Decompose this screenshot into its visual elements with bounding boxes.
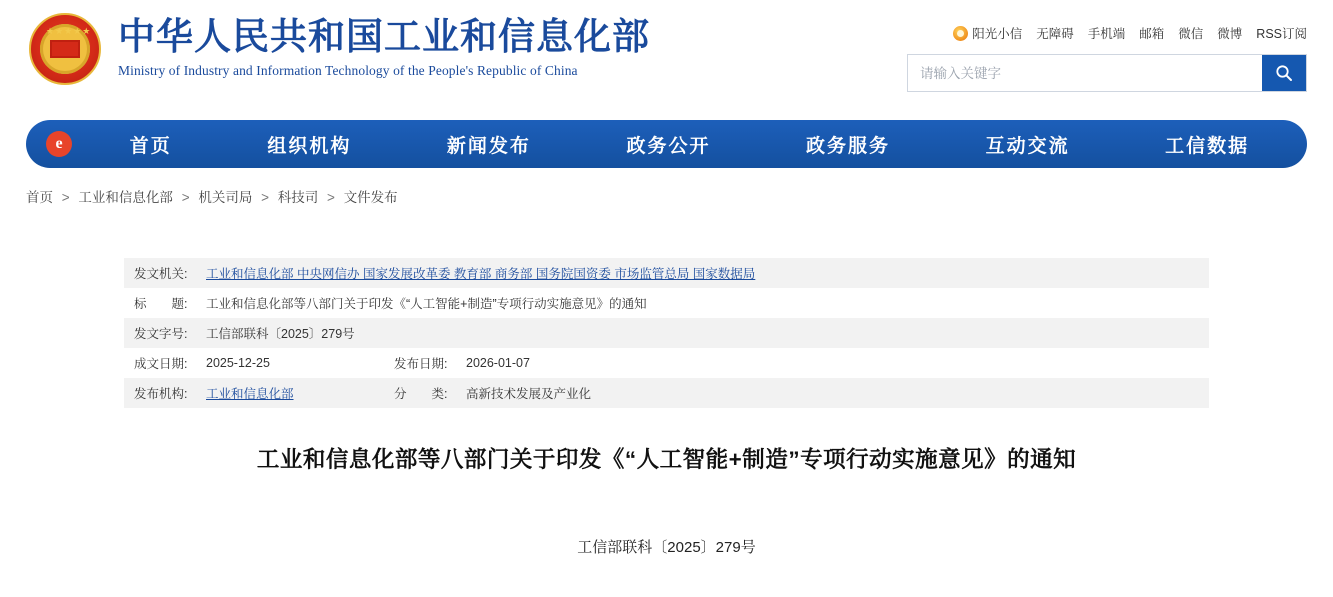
nav-logo-icon[interactable]	[36, 131, 82, 157]
meta-col-publisher	[134, 384, 394, 402]
meta-col-publish-date	[394, 354, 530, 372]
site-titles	[118, 19, 650, 78]
top-links	[907, 24, 1307, 42]
main-nav	[26, 120, 1307, 168]
top-link-weibo[interactable]: 微博	[1217, 27, 1243, 41]
breadcrumb-separator: >	[327, 190, 335, 205]
nav-item-government-services[interactable]: 政务服务	[806, 135, 891, 157]
breadcrumb-separator: >	[181, 190, 190, 205]
breadcrumb	[26, 186, 1307, 206]
meta-col-completion-date	[134, 354, 394, 372]
nav-item-interaction[interactable]: 互动交流	[985, 135, 1070, 157]
meta-value-publish-date: 2026-01-07	[466, 356, 530, 370]
breadcrumb-separator: >	[261, 190, 269, 205]
header-right	[907, 10, 1307, 92]
meta-value-issuing-agency[interactable]: 工业和信息化部 中央网信办 国家发展改革委 教育部 商务部 国务院国资委 市场监管总局 国家数据局	[206, 267, 756, 281]
meta-value-completion-date: 2025-12-25	[206, 356, 270, 370]
document-number: 工信部联科〔2025〕279号	[577, 539, 756, 556]
nav-item-government-affairs[interactable]: 政务公开	[626, 135, 711, 157]
search-bar	[907, 54, 1307, 92]
top-link-label[interactable]: 阳光小信	[972, 27, 1023, 41]
meta-value-document-number: 工信部联科〔2025〕279号	[206, 327, 355, 341]
meta-label-category: 分 类:	[394, 387, 448, 401]
meta-row-publisher-category	[124, 378, 1209, 408]
meta-row-dates	[124, 348, 1209, 378]
emblem-stars: ★★★★★	[46, 26, 92, 36]
nav-item-home[interactable]: 首页	[129, 135, 172, 157]
breadcrumb-item-departments[interactable]: 机关司局	[198, 190, 253, 205]
site-title-cn: 中华人民共和国工业和信息化部	[118, 17, 650, 59]
breadcrumb-item-document-release[interactable]: 文件发布	[343, 190, 398, 205]
nav-logo-letter: e	[46, 131, 72, 157]
meta-row-document-number	[124, 318, 1209, 348]
top-link-mail[interactable]: 邮箱	[1139, 27, 1165, 41]
meta-label-title: 标 题:	[134, 297, 188, 311]
nav-item-data[interactable]: 工信数据	[1165, 135, 1250, 157]
nav-items	[82, 127, 1297, 162]
search-icon	[1275, 64, 1293, 82]
top-link-wechat[interactable]: 微信	[1178, 27, 1204, 41]
top-link-mobile[interactable]: 手机端	[1087, 27, 1126, 41]
national-emblem-icon	[26, 10, 104, 88]
meta-label-completion-date: 成文日期:	[134, 357, 188, 371]
site-title-en: Ministry of Industry and Information Technology of the People's Republic of China	[118, 63, 578, 79]
sun-icon	[953, 26, 968, 41]
top-link-sunshine[interactable]	[953, 24, 1022, 42]
site-header	[0, 0, 1333, 108]
breadcrumb-separator: >	[61, 190, 70, 205]
meta-label-document-number: 发文字号:	[134, 327, 188, 341]
nav-item-organization[interactable]: 组织机构	[267, 135, 352, 157]
meta-label-issuing-agency: 发文机关:	[134, 267, 188, 281]
meta-label-publisher: 发布机构:	[134, 387, 188, 401]
top-link-rss[interactable]: RSS订阅	[1256, 27, 1307, 41]
search-button[interactable]	[1262, 55, 1306, 91]
meta-label-publish-date: 发布日期:	[394, 357, 448, 371]
search-input[interactable]	[908, 55, 1262, 91]
site-brand[interactable]	[26, 10, 650, 88]
meta-row-title	[124, 288, 1209, 318]
breadcrumb-item-miit[interactable]: 工业和信息化部	[78, 190, 173, 205]
top-link-accessibility[interactable]: 无障碍	[1036, 27, 1074, 41]
meta-col-category	[394, 384, 591, 402]
breadcrumb-item-home[interactable]: 首页	[26, 190, 53, 205]
meta-row-issuing-agency	[124, 258, 1209, 288]
meta-value-category: 高新技术发展及产业化	[466, 387, 592, 401]
breadcrumb-item-science-tech[interactable]: 科技司	[277, 190, 319, 205]
meta-value-publisher[interactable]: 工业和信息化部	[206, 387, 294, 401]
document-title: 工业和信息化部等八部门关于印发《“人工智能+制造”专项行动实施意见》的通知	[256, 447, 1077, 472]
nav-item-news[interactable]: 新闻发布	[446, 135, 531, 157]
meta-value-title: 工业和信息化部等八部门关于印发《“人工智能+制造”专项行动实施意见》的通知	[206, 297, 647, 311]
document-meta-table	[124, 258, 1209, 408]
